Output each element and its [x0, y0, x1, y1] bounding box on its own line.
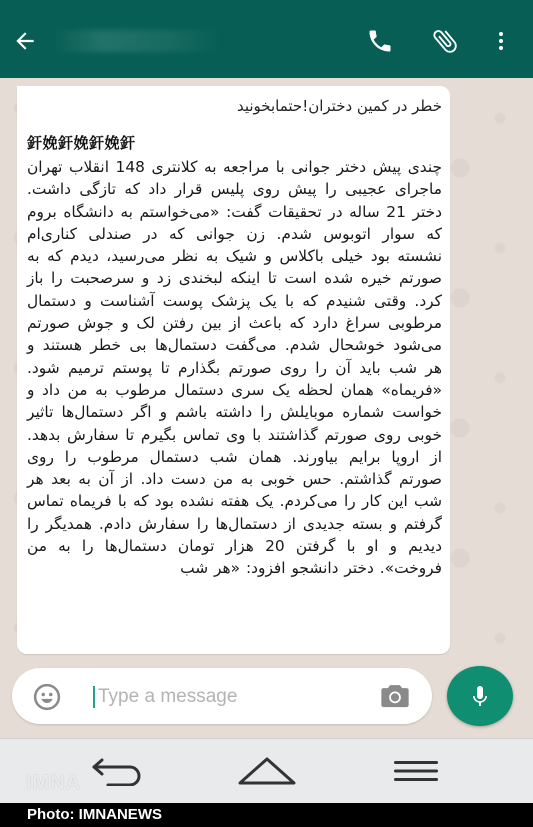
- nav-back-icon: [88, 756, 146, 786]
- nav-home-button[interactable]: [236, 753, 298, 789]
- back-button[interactable]: [6, 22, 44, 60]
- text-cursor: [93, 686, 95, 708]
- more-vert-icon: [489, 29, 513, 53]
- message-garbled-line: 釬娩釬娩釬娩釬: [27, 134, 136, 152]
- voice-record-button[interactable]: [447, 666, 513, 726]
- message-composer: [12, 668, 432, 724]
- nav-menu-icon: [392, 759, 440, 783]
- photo-credit-bar: [0, 803, 533, 827]
- message-headline: خطر در کمین دختران!حتمابخونید: [236, 97, 442, 115]
- emoji-button[interactable]: [32, 682, 62, 712]
- photo-credit: Photo: IMNANEWS: [27, 806, 162, 823]
- nav-home-icon: [236, 755, 298, 787]
- app-bar: [0, 0, 533, 78]
- paperclip-icon: [430, 26, 460, 56]
- message-input[interactable]: [98, 682, 368, 712]
- smiley-icon: [32, 682, 62, 712]
- call-button[interactable]: [363, 24, 397, 58]
- watermark-logo: IMNA: [26, 772, 82, 794]
- more-options-button[interactable]: [484, 24, 518, 58]
- nav-back-button[interactable]: [88, 753, 146, 789]
- contact-name-obscured[interactable]: [52, 30, 222, 52]
- attach-button[interactable]: [428, 24, 462, 58]
- microphone-icon: [468, 681, 492, 711]
- bubble-fade: [17, 640, 450, 654]
- message-bubble[interactable]: [17, 86, 450, 654]
- phone-icon: [366, 27, 394, 55]
- camera-button[interactable]: [378, 681, 412, 711]
- arrow-left-icon: [12, 28, 38, 54]
- message-body: چندی پیش دختر جوانی با مراجعه به کلانتری 148 انقلاب تهران ماجرای عجیبی را پیش روی پلیس قرار داد که تازگی داشت. دختر 21 ساله در تحقیقات گفت: «می‌خواستم به دانشگاه بروم که سوار اتوبوس شدم. زن جوانی که در صندلی کناری‌ام نشسته بود خیلی باکلاس و شیک به نظر می‌رسید، دیدم که به صورتم خیره شده است تا اینکه لبخندی زد و سرصحبت را باز کرد. وقتی شنیدم که با یک پزشک پوست آشناست و دستمال مرطوبی سراغ دارد که باعث از بین رفتن لک و جوش صورتم می‌شود خوشحال شدم. می‌گفت دستمال‌ها بی خطر هستند و هر شب باید آن را روی صورتم بگذارم تا پوستم ترمیم شود. «فریماه» همان لحظه یک سری دستمال مرطوب به من داد و خواست شماره موبایلش را داشته باشم و اگر دستمال‌ها تاثیر خوبی روی صورتم گذاشتند با وی تماس بگیرم تا سفارش بدهد. از اروپا برایم بیاورند. همان شب دستمال مرطوب را روی صورتم گذاشتم. حس خوبی به من دست داد. از آن به بعد هر شب این کار را می‌کردم. یک هفته نشده بود که با فریماه تماس گرفتم و بسته جدیدی از دستمال‌ها را سفارش دادم. همدیگر را دیدیم و او با گرفتن 20 هزار تومان دستمال‌ها را به من فروخت». دختر دانشجو افزود: «هر شب: [27, 158, 443, 578]
- camera-icon: [378, 681, 412, 711]
- nav-menu-button[interactable]: [392, 753, 440, 789]
